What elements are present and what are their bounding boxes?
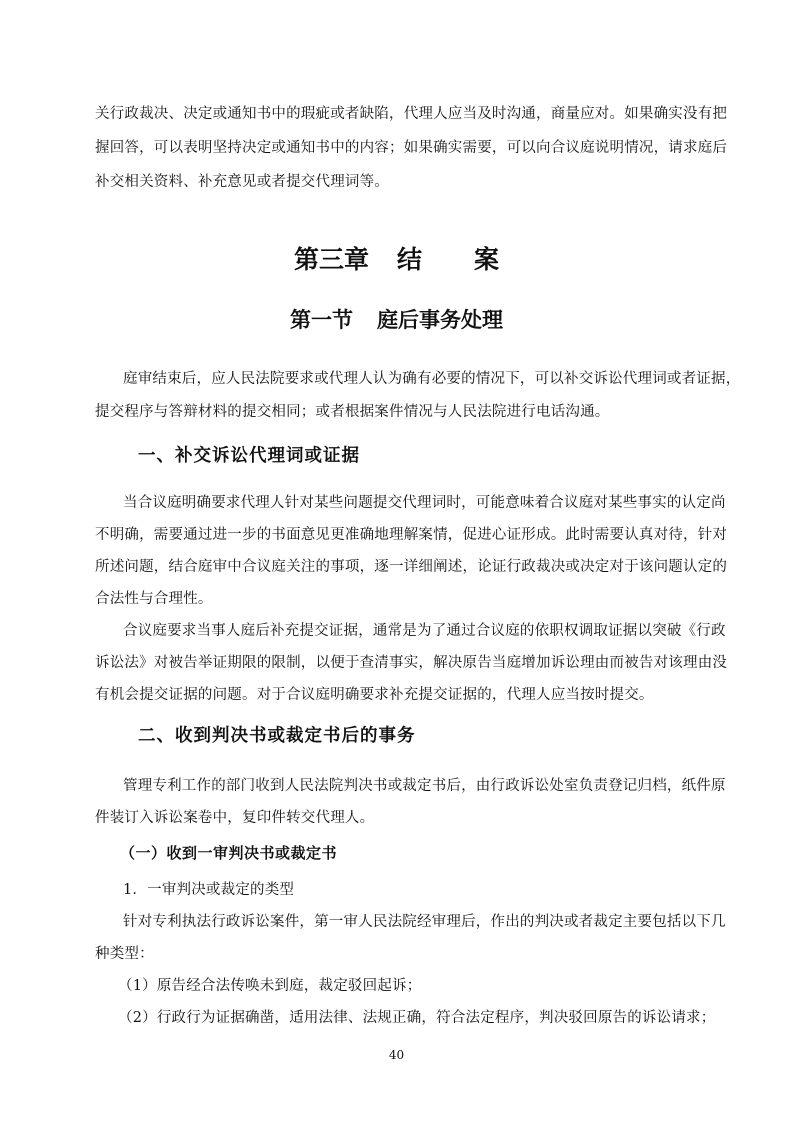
- text-line: 当合议庭明确要求代理人针对某些问题提交代理词时，可能意味着合议庭对某些事实的认定尚: [123, 495, 726, 511]
- section-title: 第一节 庭后事务处理: [290, 308, 503, 332]
- text-line: 件装订入诉讼案卷中，复印件转交代理人。: [95, 810, 375, 826]
- text-line: 握回答，可以表明坚持决定或通知书中的内容；如果确实需要，可以向合议庭说明情况，请求庭后: [95, 140, 728, 156]
- text-line: 管理专利工作的部门收到人民法院判决书或裁定书后，由行政诉讼处室负责登记归档，纸件原: [123, 778, 726, 794]
- text-line: 补交相关资料、补充意见或者提交代理词等。: [95, 174, 389, 190]
- list-item: （2）行政行为证据确凿，适用法律、法规正确，符合法定程序，判决驳回原告的诉讼请求；: [118, 1010, 716, 1026]
- text-line: 关行政裁决、决定或通知书中的瑕疵或者缺陷，代理人应当及时沟通，商量应对。如果确实没有把: [95, 106, 728, 122]
- heading-supplement-evidence: 一、补交诉讼代理词或证据: [138, 446, 360, 466]
- heading-after-judgment: 二、收到判决书或裁定书后的事务: [138, 726, 416, 746]
- page-number: 40: [388, 1048, 405, 1062]
- subheading-first-instance: （一）收到一审判决书或裁定书: [120, 844, 338, 862]
- text-line: 所述问题，结合庭审中合议庭关注的事项，逐一详细阐述，论证行政裁决或决定对于该问题认定的: [95, 559, 728, 575]
- list-item: （1）原告经合法传唤未到庭，裁定驳回起诉；: [118, 978, 422, 994]
- text-line: 诉讼法》对被告举证期限的限制，以便于查清事实，解决原告当庭增加诉讼理由而被告对该理由没: [95, 655, 728, 671]
- text-line: 1．一审判决或裁定的类型: [123, 882, 295, 898]
- text-line: 合议庭要求当事人庭后补充提交证据，通常是为了通过合议庭的依职权调取证据以突破《行政: [123, 623, 726, 639]
- text-line: 种类型：: [95, 946, 154, 962]
- text-line: 庭审结束后，应人民法院要求或代理人认为确有必要的情况下，可以补交诉讼代理词或者证据，: [123, 371, 741, 387]
- text-line: 针对专利执法行政诉讼案件，第一审人民法院经审理后，作出的判决或者裁定主要包括以下几: [123, 914, 726, 930]
- text-line: 合法性与合理性。: [95, 591, 213, 607]
- text-line: 有机会提交证据的问题。对于合议庭明确要求补充提交证据的，代理人应当按时提交。: [95, 687, 654, 703]
- text-line: 不明确，需要通过进一步的书面意见更准确地理解案情，促进心证形成。此时需要认真对待，针对: [95, 527, 728, 543]
- chapter-title: 第三章 结 案: [293, 245, 500, 274]
- text-line: 提交程序与答辩材料的提交相同；或者根据案件情况与人民法院进行电话沟通。: [95, 404, 610, 420]
